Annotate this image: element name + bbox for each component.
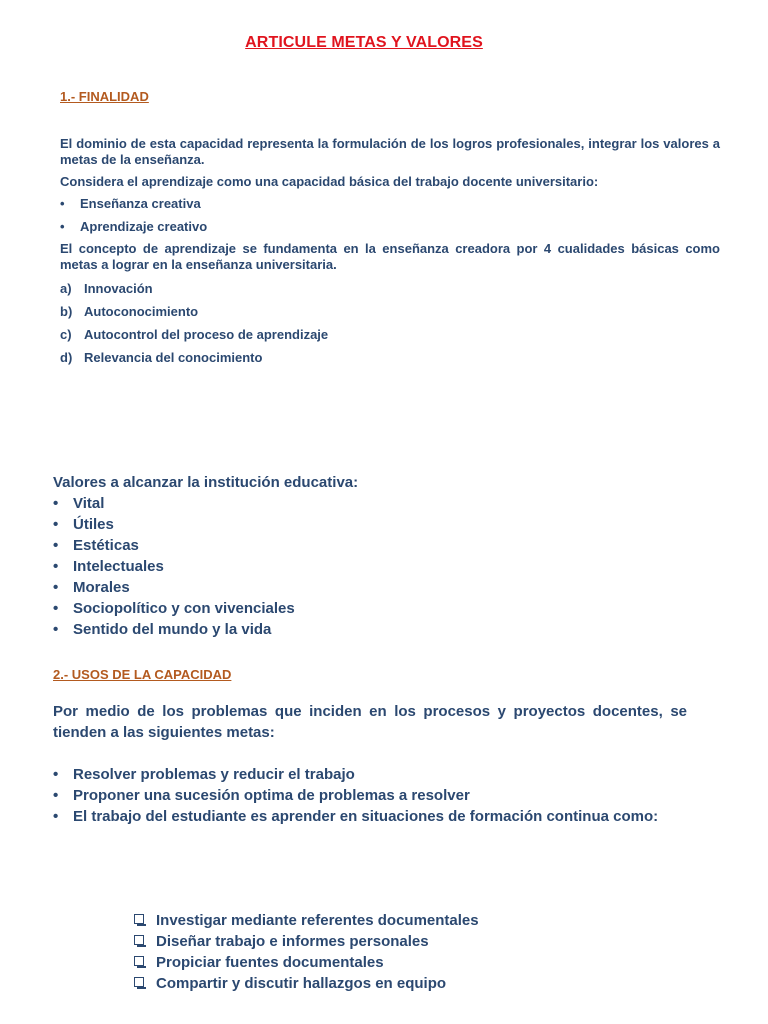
list-item: [53, 619, 713, 640]
list-item: [53, 764, 687, 785]
bullet-icon: •: [53, 495, 59, 512]
section-finalidad-body: [60, 136, 720, 366]
list-item: [53, 598, 713, 619]
list-letter: d): [60, 350, 73, 365]
checklist-item: [134, 973, 614, 994]
list-item-text: Innovación: [84, 281, 153, 296]
bullet-icon: •: [60, 196, 65, 211]
list-item-text: Autocontrol del proceso de aprendizaje: [84, 327, 329, 342]
list-item-text: Útiles: [73, 516, 114, 533]
list-item: [53, 535, 713, 556]
document-title: ARTICULE METAS Y VALORES: [245, 34, 483, 51]
finalidad-paragraph-3: El concepto de aprendizaje se fundamenta en la enseñanza creadora por 4 cualidades básicas como metas a lograr en la enseñanza universitaria.: [60, 241, 720, 272]
bullet-icon: •: [53, 516, 59, 533]
list-item-text: Estéticas: [73, 537, 139, 554]
bullet-icon: •: [53, 808, 59, 825]
list-item-text: Morales: [73, 579, 130, 596]
finalidad-paragraph-2: Considera el aprendizaje como una capacidad básica del trabajo docente universitario:: [60, 174, 599, 189]
list-item-text: El trabajo del estudiante es aprender en situaciones de formación continua como:: [73, 808, 659, 825]
list-item-text: Diseñar trabajo e informes personales: [156, 933, 429, 950]
list-item-text: Enseñanza creativa: [80, 196, 201, 211]
list-item: [60, 304, 720, 320]
list-letter: c): [60, 327, 72, 342]
checklist-item: [134, 952, 614, 973]
checkbox-icon: [134, 977, 144, 987]
checkbox-icon: [134, 914, 144, 924]
list-item: [60, 196, 720, 212]
list-item: [60, 327, 720, 343]
list-item-text: Relevancia del conocimiento: [84, 350, 263, 365]
bullet-icon: •: [53, 621, 59, 638]
finalidad-paragraph-1: El dominio de esta capacidad representa la formulación de los logros profesionales, integrar los valores a metas de la enseñanza.: [60, 136, 720, 167]
values-intro: Valores a alcanzar la institución educativa:: [53, 474, 359, 491]
checklist-list: [134, 910, 614, 994]
list-item: [53, 785, 687, 806]
list-item: [53, 556, 713, 577]
list-item-text: Autoconocimiento: [84, 304, 199, 319]
finalidad-bullet-list: [60, 196, 720, 235]
finalidad-lettered-list: [60, 281, 720, 366]
list-item-text: Investigar mediante referentes documentales: [156, 912, 479, 929]
list-item-text: Propiciar fuentes documentales: [156, 954, 384, 971]
list-item: [60, 350, 720, 366]
list-item-text: Vital: [73, 495, 105, 512]
bullet-icon: •: [53, 766, 59, 783]
values-block: [53, 472, 713, 640]
list-letter: b): [60, 304, 73, 319]
list-item-text: Sentido del mundo y la vida: [73, 621, 272, 638]
list-item: [53, 577, 713, 598]
list-item-text: Proponer una sucesión optima de problemas a resolver: [73, 787, 470, 804]
list-item: [60, 281, 720, 297]
list-item-text: Compartir y discutir hallazgos en equipo: [156, 975, 447, 992]
checkbox-icon: [134, 956, 144, 966]
list-item-text: Sociopolítico y con vivenciales: [73, 600, 295, 617]
usos-intro: Por medio de los problemas que inciden en los procesos y proyectos docentes, se tienden a las siguientes metas:: [53, 703, 687, 741]
list-item: [60, 219, 720, 235]
section-usos-body: [53, 701, 687, 827]
bullet-icon: •: [60, 219, 65, 234]
list-item: [53, 493, 713, 514]
list-item-text: Intelectuales: [73, 558, 164, 575]
list-item-text: Resolver problemas y reducir el trabajo: [73, 766, 355, 783]
bullet-icon: •: [53, 579, 59, 596]
usos-checklist: [134, 910, 614, 994]
checkbox-icon: [134, 935, 144, 945]
section-heading-finalidad: 1.- FINALIDAD: [60, 89, 149, 104]
list-item: [53, 806, 687, 827]
list-letter: a): [60, 281, 72, 296]
section-heading-usos: 2.- USOS DE LA CAPACIDAD: [53, 667, 232, 682]
bullet-icon: •: [53, 558, 59, 575]
bullet-icon: •: [53, 537, 59, 554]
bullet-icon: •: [53, 787, 59, 804]
list-item: [53, 514, 713, 535]
usos-bullet-list: [53, 764, 687, 827]
values-list: [53, 493, 713, 640]
list-item-text: Aprendizaje creativo: [80, 219, 208, 234]
bullet-icon: •: [53, 600, 59, 617]
checklist-item: [134, 910, 614, 931]
checklist-item: [134, 931, 614, 952]
